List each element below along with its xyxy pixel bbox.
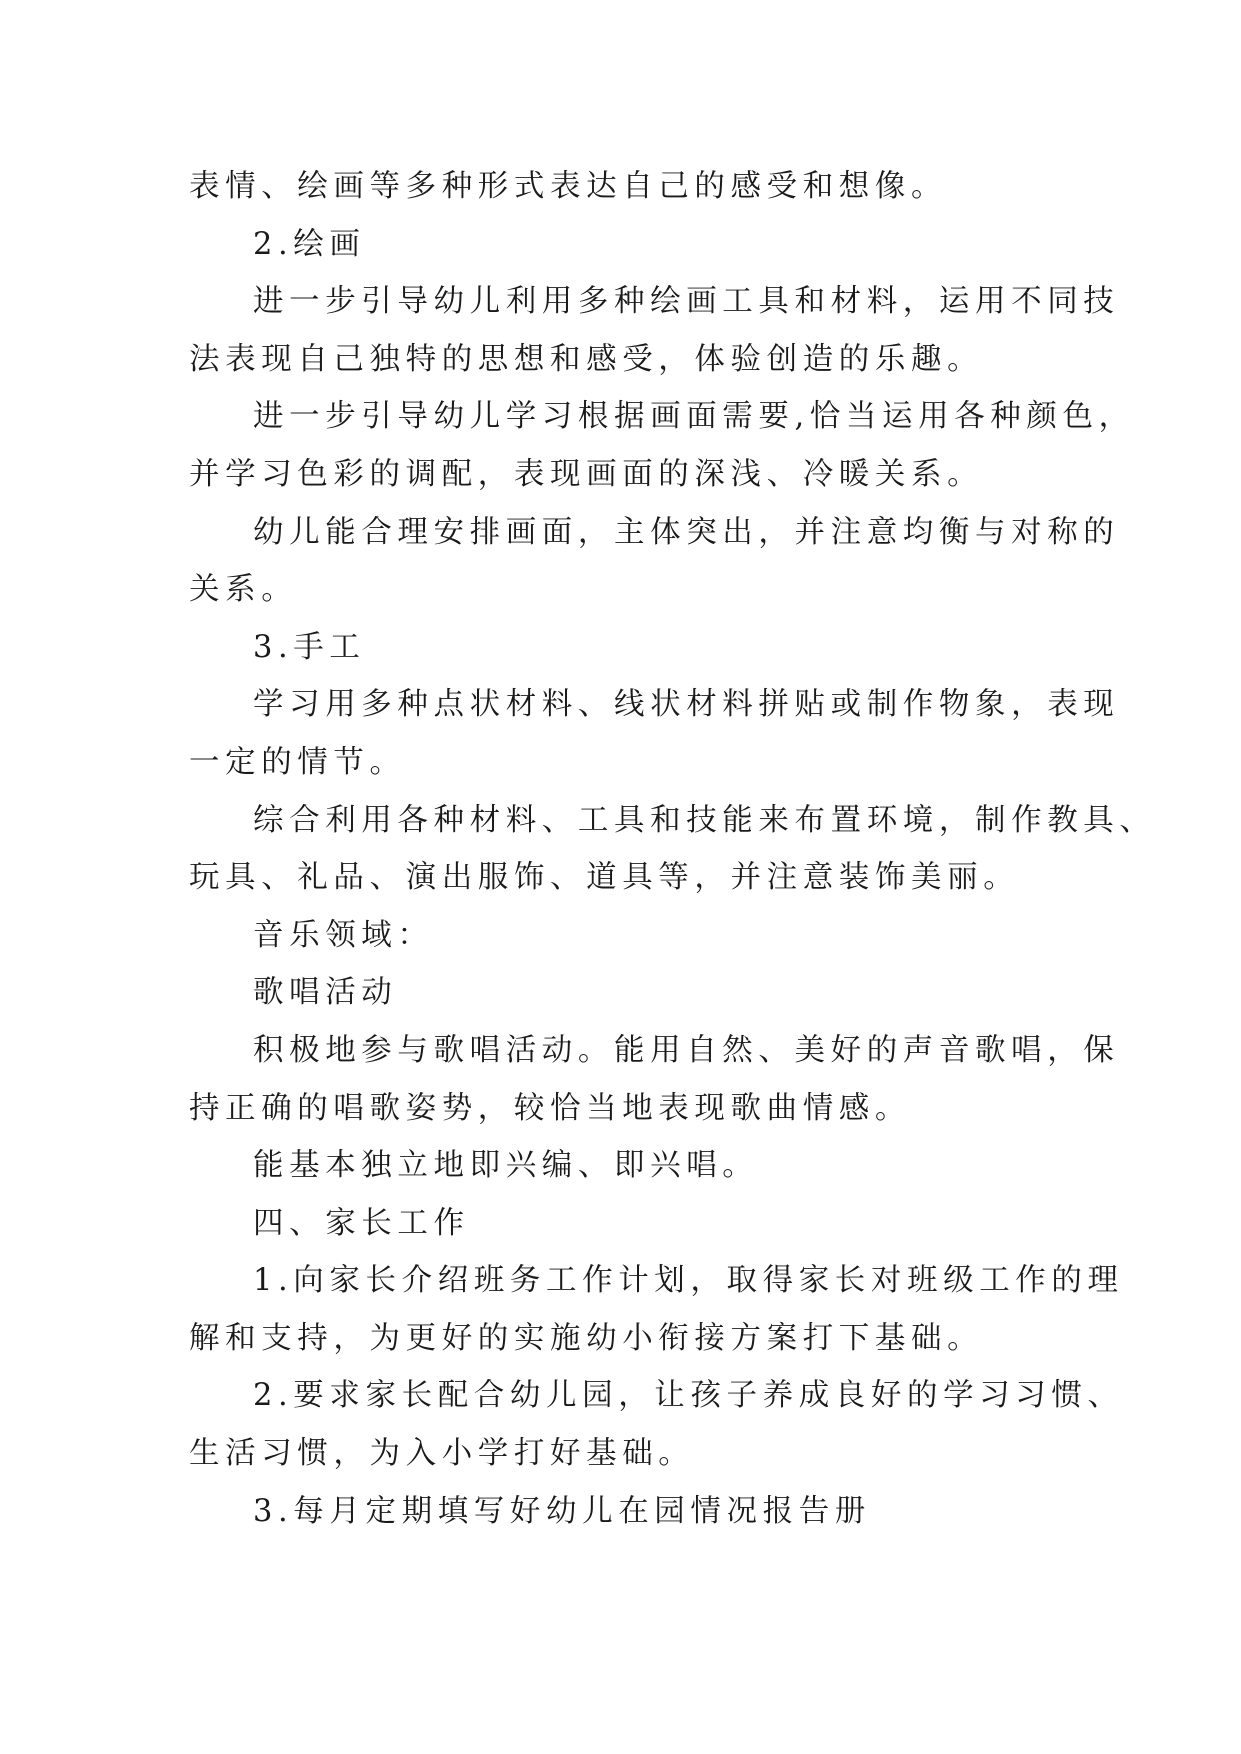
section-heading-handcraft: 3.手工: [253, 629, 366, 665]
text-line: 一定的情节。: [189, 744, 406, 780]
list-item: 3.每月定期填写好幼儿在园情况报告册: [253, 1493, 871, 1529]
section-heading-parents: 四、家长工作: [253, 1205, 470, 1241]
text-line: 玩具、礼品、演出服饰、道具等，并注意装饰美丽。: [189, 860, 1020, 896]
text-line: 积极地参与歌唱活动。能用自然、美好的声音歌唱，保: [253, 1032, 1120, 1068]
document-body: [189, 158, 1156, 1540]
text-line: 幼儿能合理安排画面，主体突出，并注意均衡与对称的: [253, 514, 1120, 550]
text-line: 表情、绘画等多种形式表达自己的感受和想像。: [189, 169, 948, 204]
text-line: 综合利用各种材料、工具和技能来布置环境，制作教具、: [253, 802, 1156, 838]
list-item: 1.向家长介绍班务工作计划，取得家长对班级工作的理: [253, 1263, 1124, 1299]
text-line: 法表现自己独特的思想和感受，体验创造的乐趣。: [189, 341, 984, 377]
text-line: 生活习惯，为入小学打好基础。: [189, 1436, 695, 1472]
text-line: 学习用多种点状材料、线状材料拼贴或制作物象，表现: [253, 687, 1120, 723]
text-line: 持正确的唱歌姿势，较恰当地表现歌曲情感。: [189, 1090, 911, 1126]
text-line: 进一步引导幼儿利用多种绘画工具和材料，运用不同技: [253, 284, 1120, 320]
list-item: 2.要求家长配合幼儿园，让孩子养成良好的学习习惯、: [253, 1378, 1124, 1414]
text-line: 并学习色彩的调配，表现画面的深浅、冷暖关系。: [189, 456, 984, 492]
text-line: 解和支持，为更好的实施幼小衔接方案打下基础。: [189, 1320, 984, 1356]
text-line: 关系。: [189, 572, 298, 608]
text-line: 能基本独立地即兴编、即兴唱。: [253, 1148, 759, 1184]
section-heading-painting: 2.绘画: [253, 226, 366, 262]
section-heading-singing: 歌唱活动: [253, 975, 398, 1011]
section-heading-music: 音乐领域：: [253, 917, 434, 953]
text-line: 进一步引导幼儿学习根据画面需要,恰当运用各种颜色，: [253, 399, 1135, 435]
